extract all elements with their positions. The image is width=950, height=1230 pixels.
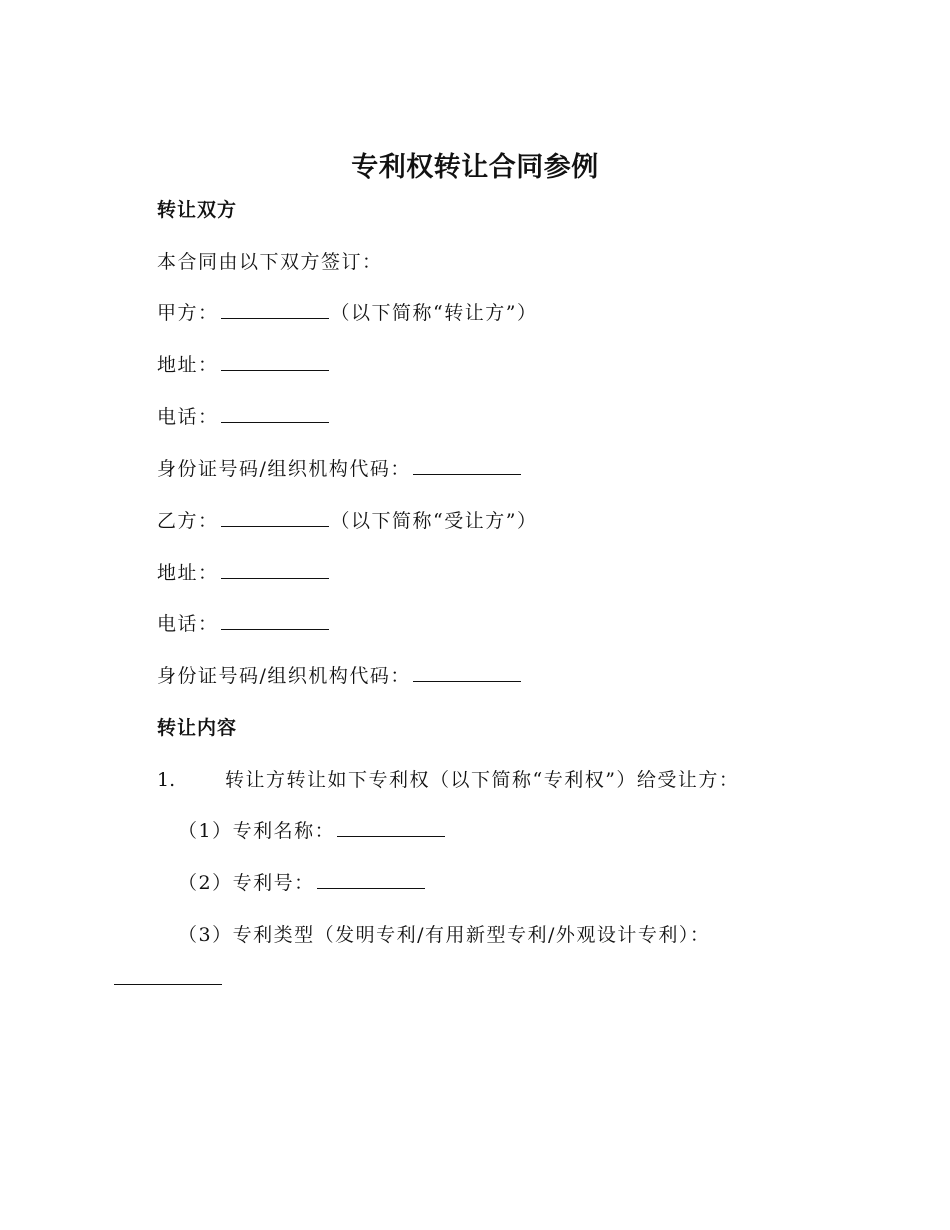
party-b-id-line [157,662,523,690]
content-sub-3-label: （3）专利类型（发明专利/有用新型专利/外观设计专利）： [178,924,711,946]
party-a-phone-line [157,403,331,431]
patent-number-blank[interactable] [317,870,425,889]
content-item-1-number: 1. [157,769,176,791]
section-heading-parties: 转让双方 [157,199,238,221]
party-b-name-note: （以下简称“受让方”） [330,510,538,532]
party-a-phone-blank[interactable] [221,404,329,423]
patent-type-blank[interactable] [114,966,222,985]
content-sub-2-line [178,869,427,897]
party-a-address-line [157,351,331,379]
party-a-address-label: 地址： [157,354,219,376]
party-b-phone-line [157,610,331,638]
content-sub-1-label: （1）专利名称： [178,820,336,842]
party-b-id-blank[interactable] [413,663,521,682]
party-a-name-blank[interactable] [221,300,329,319]
party-b-id-label: 身份证号码/组织机构代码： [157,665,411,687]
content-sub-2-label: （2）专利号： [178,872,315,894]
content-item-1 [157,766,739,794]
party-b-name-blank[interactable] [221,508,329,527]
party-a-id-line [157,455,523,483]
document-title: 专利权转让合同参例 [351,152,599,183]
content-item-1-text: 转让方转让如下专利权（以下简称“专利权”）给受让方： [225,769,740,791]
content-sub-3-line [178,921,710,949]
section-heading-content: 转让内容 [157,717,238,739]
party-a-address-blank[interactable] [221,352,329,371]
party-a-phone-label: 电话： [157,406,219,428]
patent-name-blank[interactable] [337,818,445,837]
party-a-name-label: 甲方： [157,302,219,324]
party-a-name-note: （以下简称“转让方”） [330,302,538,324]
party-b-name-label: 乙方： [157,510,219,532]
party-a-id-blank[interactable] [413,456,521,475]
content-sub-1-line [178,817,447,845]
parties-intro: 本合同由以下双方签订： [157,251,383,273]
party-a-name-line [157,299,537,327]
party-b-address-label: 地址： [157,562,219,584]
party-b-phone-label: 电话： [157,613,219,635]
party-b-phone-blank[interactable] [221,611,329,630]
party-b-address-line [157,559,331,587]
party-a-id-label: 身份证号码/组织机构代码： [157,458,411,480]
party-b-name-line [157,507,537,535]
party-b-address-blank[interactable] [221,560,329,579]
